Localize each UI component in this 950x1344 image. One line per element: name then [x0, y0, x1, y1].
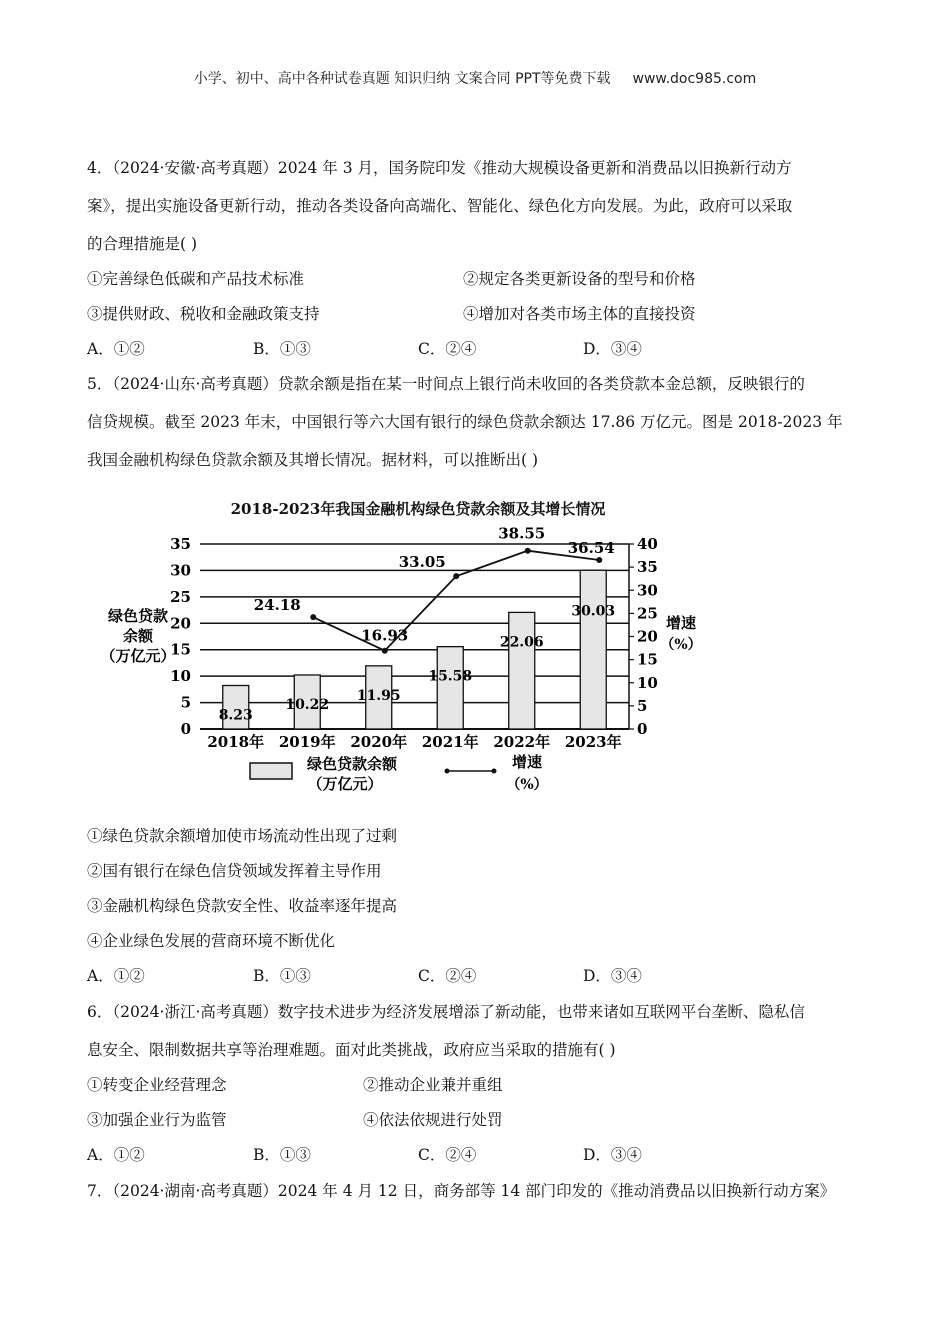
right-tick-25: 25 — [637, 604, 658, 623]
q4-statement-4: ④增加对各类市场主体的直接投资 — [463, 305, 696, 323]
left-axis-ticks — [170, 535, 191, 738]
q4-choice-a: A．①② — [87, 340, 145, 358]
page-header — [0, 68, 950, 88]
right-axis-ticks — [629, 535, 658, 738]
bar-label-2023年: 30.03 — [571, 603, 616, 620]
q4-statement-2: ②规定各类更新设备的型号和价格 — [463, 270, 696, 288]
left-tick-5: 5 — [180, 693, 191, 712]
right-axis-label-2: （%） — [660, 637, 702, 653]
q5-statement-3: ③金融机构绿色贷款安全性、收益率逐年提高 — [87, 897, 398, 915]
growth-label-2020年: 16.93 — [361, 626, 409, 645]
q5-choice-b: B．①③ — [253, 967, 311, 985]
bar-2022年 — [509, 612, 535, 729]
growth-point-2020年 — [382, 648, 388, 654]
right-tick-35: 35 — [637, 558, 658, 577]
left-tick-25: 25 — [170, 587, 191, 606]
legend-line-dot-right — [492, 769, 497, 774]
q6-choice-b: B．①③ — [253, 1146, 311, 1164]
legend-line-label-2: （%） — [506, 777, 548, 793]
legend-line-label-1: 增速 — [511, 753, 543, 771]
bar-2023年 — [580, 570, 606, 729]
q5-line-2: 信贷规模。截至 2023 年末，中国银行等六大国有银行的绿色贷款余额达 17.86 万亿元。图是 2018-2023 年 — [87, 413, 843, 431]
left-tick-0: 0 — [180, 720, 191, 738]
q4-choice-b: B．①③ — [253, 340, 311, 358]
q6-line-1: 6．（2024·浙江·高考真题）数字技术进步为经济发展增添了新动能，也带来诸如互联网平台垄断、隐私信 — [87, 1003, 805, 1021]
q6-statement-3: ③加强企业行为监管 — [87, 1111, 227, 1129]
bar-label-2018年: 8.23 — [218, 707, 253, 724]
bar-label-2020年: 11.95 — [356, 687, 401, 704]
q5-line-3: 我国金融机构绿色贷款余额及其增长情况。据材料，可以推断出( ) — [87, 451, 539, 469]
growth-label-2022年: 38.55 — [498, 524, 546, 543]
growth-point-2023年 — [596, 557, 602, 563]
left-axis-label-2: 余额 — [122, 627, 154, 645]
q6-choice-d: D．③④ — [583, 1146, 642, 1164]
q6-statement-4: ④依法依规进行处罚 — [363, 1111, 503, 1129]
q4-line-1: 4．（2024·安徽·高考真题）2024 年 3 月，国务院印发《推动大规模设备更新和消费品以旧换新行动方 — [87, 159, 792, 177]
left-axis-label-1: 绿色贷款 — [107, 607, 169, 625]
q4-choice-d: D．③④ — [583, 340, 642, 358]
growth-point-2022年 — [525, 548, 531, 554]
q5-statement-2: ②国有银行在绿色信贷领域发挥着主导作用 — [87, 862, 382, 880]
legend-bar-label-1: 绿色贷款余额 — [306, 755, 398, 773]
q7-line-1: 7．（2024·湖南·高考真题）2024 年 4 月 12 日，商务部等 14 部门印发的《推动消费品以旧换新行动方案》 — [87, 1182, 836, 1200]
right-tick-0: 0 — [637, 720, 648, 738]
growth-point-2021年 — [453, 573, 459, 579]
growth-label-2023年: 36.54 — [567, 539, 615, 558]
left-tick-30: 30 — [170, 561, 191, 580]
q6-line-2: 息安全、限制数据共享等治理难题。面对此类挑战，政府应当采取的措施有( ) — [87, 1041, 616, 1059]
bar-label-2019年: 10.22 — [285, 696, 330, 713]
q4-statement-1: ①完善绿色低碳和产品技术标准 — [87, 270, 305, 288]
right-tick-5: 5 — [637, 696, 648, 715]
q5-choice-c: C．②④ — [418, 967, 477, 985]
left-tick-10: 10 — [170, 667, 191, 686]
legend-line-dot-left — [445, 769, 450, 774]
q5-choice-d: D．③④ — [583, 967, 642, 985]
bar-label-2021年: 15.58 — [428, 668, 473, 685]
x-tick-2020年: 2020年 — [350, 733, 408, 751]
q5-statement-1: ①绿色贷款余额增加使市场流动性出现了过剩 — [87, 827, 398, 845]
growth-label-2021年: 33.05 — [398, 553, 446, 572]
green-loan-chart — [80, 490, 720, 800]
x-tick-2023年: 2023年 — [564, 733, 622, 751]
header-url[interactable]: www.doc985.com — [632, 71, 757, 87]
legend-bar-swatch — [250, 763, 292, 779]
right-tick-20: 20 — [637, 627, 658, 646]
growth-label-2019年: 24.18 — [253, 596, 301, 615]
x-axis-ticks — [207, 733, 621, 751]
right-axis-label-1: 增速 — [665, 614, 697, 632]
left-tick-20: 20 — [170, 614, 191, 633]
q4-choice-c: C．②④ — [418, 340, 477, 358]
chart-title: 2018-2023年我国金融机构绿色贷款余额及其增长情况 — [230, 500, 606, 518]
legend-bar-label-2: （万亿元） — [307, 775, 383, 793]
x-tick-2021年: 2021年 — [421, 733, 479, 751]
q4-statement-3: ③提供财政、税收和金融政策支持 — [87, 305, 320, 323]
q4-line-2: 案》，提出实施设备更新行动，推动各类设备向高端化、智能化、绿色化方向发展。为此，政府可以采取 — [87, 197, 793, 215]
q6-statement-1: ①转变企业经营理念 — [87, 1076, 227, 1094]
x-tick-2018年: 2018年 — [207, 733, 265, 751]
q4-line-3: 的合理措施是( ) — [87, 235, 198, 253]
right-tick-30: 30 — [637, 581, 658, 600]
q6-statement-2: ②推动企业兼并重组 — [363, 1076, 503, 1094]
bar-2021年 — [437, 647, 463, 729]
bar-label-2022年: 22.06 — [499, 634, 544, 651]
x-tick-2022年: 2022年 — [493, 733, 551, 751]
left-axis-label-3: （万亿元） — [100, 647, 176, 665]
left-tick-15: 15 — [170, 640, 191, 659]
growth-line — [313, 551, 599, 651]
q6-choice-a: A．①② — [87, 1146, 145, 1164]
chart-gridlines — [200, 544, 629, 729]
right-tick-10: 10 — [637, 673, 658, 692]
q5-choice-a: A．①② — [87, 967, 145, 985]
left-tick-35: 35 — [170, 535, 191, 553]
right-tick-40: 40 — [637, 535, 658, 553]
q5-line-1: 5．（2024·山东·高考真题）贷款余额是指在某一时间点上银行尚未收回的各类贷款本金总额，反映银行的 — [87, 375, 805, 393]
q6-choice-c: C．②④ — [418, 1146, 477, 1164]
growth-point-2019年 — [310, 614, 316, 620]
header-text: 小学、初中、高中各种试卷真题 知识归纳 文案合同 PPT等免费下载 — [193, 71, 611, 87]
right-tick-15: 15 — [637, 650, 658, 669]
q5-statement-4: ④企业绿色发展的营商环境不断优化 — [87, 932, 336, 950]
x-tick-2019年: 2019年 — [278, 733, 336, 751]
